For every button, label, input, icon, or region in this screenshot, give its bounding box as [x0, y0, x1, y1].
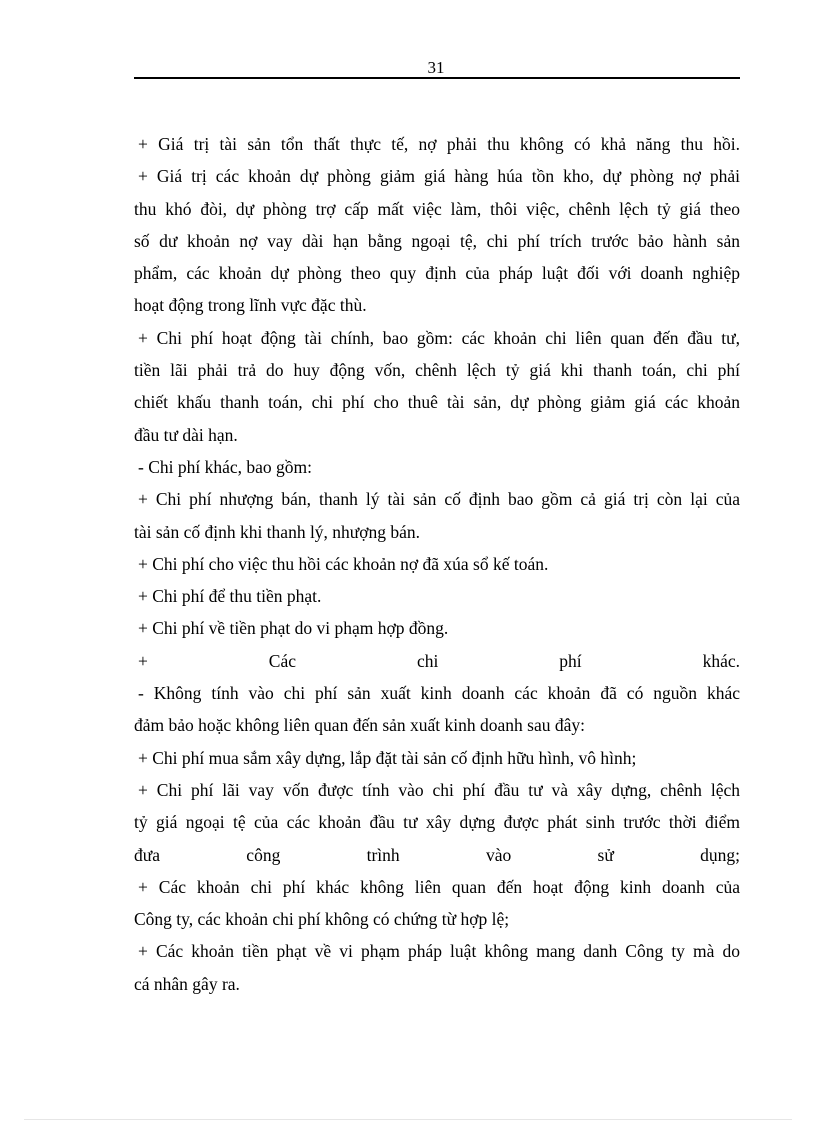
text-line: hoạt động trong lĩnh vực đặc thù.	[134, 295, 367, 316]
text-line: tiền lãi phải trả do huy động vốn, chênh lệch tỷ giá khi thanh toán, chi phí	[134, 360, 740, 381]
document-body	[134, 128, 740, 1000]
text-line: cá nhân gây ra.	[134, 973, 240, 994]
text-line: - Không tính vào chi phí sản xuất kinh doanh các khoản đã có nguồn khác	[138, 683, 740, 704]
text-line: + Chi phí lãi vay vốn được tính vào chi phí đầu tư và xây dựng, chênh lệch	[138, 779, 740, 800]
text-line: + Chi phí hoạt động tài chính, bao gồm: các khoản chi liên quan đến đầu tư,	[138, 327, 740, 348]
text-line: đưa công trình vào sử dụng;	[134, 844, 740, 865]
text-line: + Các khoản chi phí khác không liên quan đến hoạt động kinh doanh của	[138, 876, 740, 897]
page-number: 31	[427, 58, 445, 77]
text-line: chiết khấu thanh toán, chi phí cho thuê tài sản, dự phòng giảm giá các khoản	[134, 392, 740, 413]
text-line: + Các chi phí khác.	[138, 650, 740, 671]
text-line: + Chi phí cho việc thu hồi các khoản nợ đã xúa sổ kế toán.	[138, 553, 549, 574]
text-line: số dư khoản nợ vay dài hạn bằng ngoại tệ, chi phí trích trước bảo hành sản	[134, 230, 740, 251]
text-line: + Chi phí về tiền phạt do vi phạm hợp đồng.	[138, 618, 449, 639]
text-line: + Chi phí nhượng bán, thanh lý tài sản cố định bao gồm cả giá trị còn lại của	[138, 489, 740, 510]
text-line: thu khó đòi, dự phòng trợ cấp mất việc làm, thôi việc, chênh lệch tỷ giá theo	[134, 198, 740, 219]
text-line: tỷ giá ngoại tệ của các khoản đầu tư xây dựng được phát sinh trước thời điểm	[134, 812, 740, 833]
text-line: - Chi phí khác, bao gồm:	[138, 456, 313, 477]
page-bottom-edge	[24, 1119, 792, 1120]
text-line: + Chi phí mua sắm xây dựng, lắp đặt tài sản cố định hữu hình, vô hình;	[138, 747, 637, 768]
text-line: tài sản cố định khi thanh lý, nhượng bán.	[134, 521, 421, 542]
text-line: + Giá trị tài sản tổn thất thực tế, nợ phải thu không có khả năng thu hồi.	[138, 134, 740, 154]
text-line: + Chi phí để thu tiền phạt.	[138, 586, 322, 607]
text-line: + Giá trị các khoản dự phòng giảm giá hàng húa tồn kho, dự phòng nợ phải	[138, 166, 740, 187]
text-line: + Các khoản tiền phạt về vi phạm pháp luật không mang danh Công ty mà do	[138, 941, 740, 962]
header-divider	[134, 77, 740, 79]
text-line: Công ty, các khoản chi phí không có chứng từ hợp lệ;	[134, 909, 510, 930]
text-line: đầu tư dài hạn.	[134, 424, 238, 445]
text-line: phẩm, các khoản dự phòng theo quy định của pháp luật đối với doanh nghiệp	[134, 263, 740, 284]
text-line: đảm bảo hoặc không liên quan đến sản xuất kinh doanh sau đây:	[134, 715, 586, 736]
